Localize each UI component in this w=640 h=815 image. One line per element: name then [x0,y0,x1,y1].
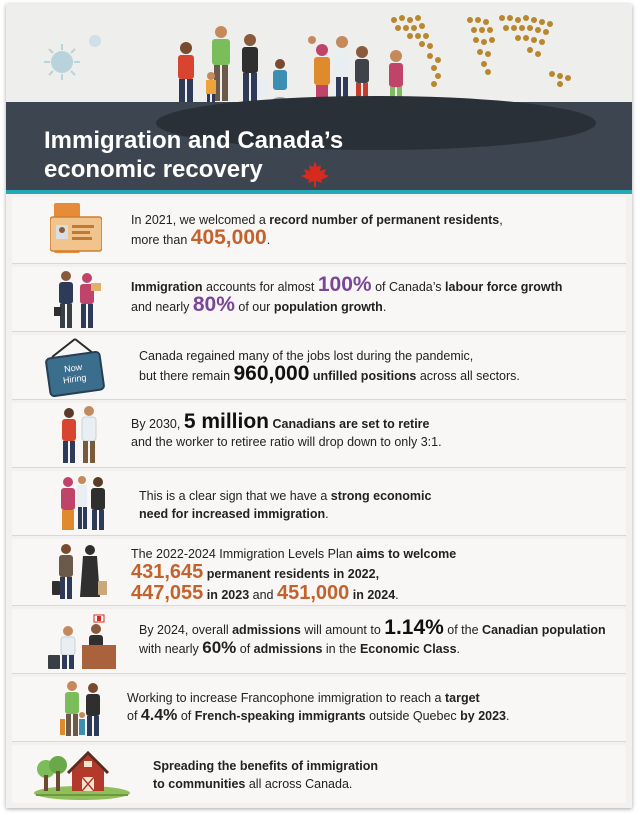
r7-text-a: By 2024, overall [139,623,233,637]
r8-text-h: by 2023 [460,709,507,723]
r3-value-960000: 960,000 [233,362,310,385]
r6-text-j: . [395,588,399,602]
row-economic-need [12,471,626,536]
r8-text-a: Working to increase Francophone immigration to reach a [127,691,445,705]
two-workers-icon [54,269,102,331]
title-line-1: Immigration and Canada’s [44,127,344,154]
r2-value-80: 80% [192,293,235,316]
r7-text-b: admissions [232,623,301,637]
row-levels-plan [12,539,626,606]
r1-text-d: more than [131,233,191,247]
r2-text-j: . [382,300,387,314]
sign-text-2: Hiring [62,372,88,386]
sun-burst-icon [44,44,80,80]
r2-text-i: population growth [273,300,383,314]
row-permanent-residents [12,197,626,264]
r2-value-100: 100% [317,273,372,296]
r2-text-b: accounts for almost [202,280,318,294]
r9-text-a: Spreading the benefits of immigration [153,759,379,773]
r1-text-c: , [499,213,503,227]
r8-text-c: of [127,709,141,723]
r3-text-a: Canada regained many of the jobs lost during the pandemic, [139,349,474,363]
r6-text-f: in 2023 [203,588,250,602]
r8-text-f: French-speaking immigrants [194,709,366,723]
maple-leaf-icon [300,160,330,188]
r2-text-d: of Canada’s [371,280,446,294]
travellers-icon [52,541,108,603]
row-communities [12,745,626,803]
r5-text-d: . [325,507,329,521]
row-retirement [12,403,626,468]
r2-text-h: of our [234,300,274,314]
r8-text-i: . [506,709,510,723]
small-burst-icon [86,32,104,50]
header [6,4,632,192]
r7-value-114: 1.14% [384,616,444,639]
r6-value-2022: 431,645 [131,561,204,583]
r8-text-b: target [444,691,480,705]
r8-text-g: outside Quebec [365,709,461,723]
office-desk-icon [46,611,118,673]
now-hiring-sign-icon [44,337,106,397]
row-admissions [12,609,626,674]
r9-text-b: to communities [153,777,246,791]
r7-text-m: . [456,642,461,656]
two-people-icon [58,405,102,467]
r7-text-k: in the [322,642,360,656]
r9-text-c: all across Canada. [245,777,353,791]
r5-text-b: strong economic [330,489,432,503]
family-flag-icon [60,679,104,741]
r8-value-44: 4.4% [140,707,178,724]
r4-text-d: and the worker to retiree ratio will drop down to only 3:1. [131,435,442,449]
row-labour-force [12,267,626,332]
r2-text-e: labour force growth [445,280,563,294]
r5-text-a: This is a clear sign that we have a [139,489,331,503]
r3-text-e: across all sectors. [416,369,520,383]
r7-text-c: will amount to [300,623,385,637]
page-title [44,126,444,184]
r6-value-2023: 447,055 [131,582,204,604]
r4-text-c: Canadians are set to retire [269,417,430,431]
pr-card-icon [50,203,102,257]
r7-text-g: with nearly [139,642,203,656]
r1-text-b: record number of permanent residents [269,213,500,227]
title-line-2: economic recovery [44,156,263,183]
r6-text-g: and [249,588,277,602]
r7-text-i: of [236,642,254,656]
r4-value-5million: 5 million [183,410,270,433]
r7-text-j: admissions [253,642,323,656]
r7-value-60: 60% [202,638,237,657]
r5-text-c: need for increased immigration [139,507,326,521]
r6-text-b: aims to welcome [356,547,457,561]
r1-value-405000: 405,000 [190,226,267,249]
r7-text-f: Canadian population [482,623,606,637]
r2-text-f: and nearly [131,300,193,314]
family-icon [58,473,108,535]
r3-text-b: but there remain [139,369,234,383]
r6-text-a: The 2022-2024 Immigration Levels Plan [131,547,357,561]
row-francophone [12,677,626,742]
r2-text-a: Immigration [131,280,203,294]
r4-text-a: By 2030, [131,417,184,431]
infographic [6,4,632,808]
r7-text-l: Economic Class [359,642,457,656]
r3-text-d: unfilled positions [309,369,417,383]
r7-text-e: of the [443,623,483,637]
barn-farm-icon [32,747,132,801]
sign-text-1: Now [63,361,83,375]
header-divider [6,190,632,194]
r1-text-f: . [266,233,271,247]
r1-text-a: In 2021, we welcomed a [131,213,270,227]
row-unfilled-positions [12,335,626,400]
r8-text-e: of [177,709,195,723]
r6-value-2024: 451,000 [276,582,350,604]
r6-text-i: in 2024 [349,588,396,602]
r6-text-d: permanent residents in 2022, [203,567,380,581]
